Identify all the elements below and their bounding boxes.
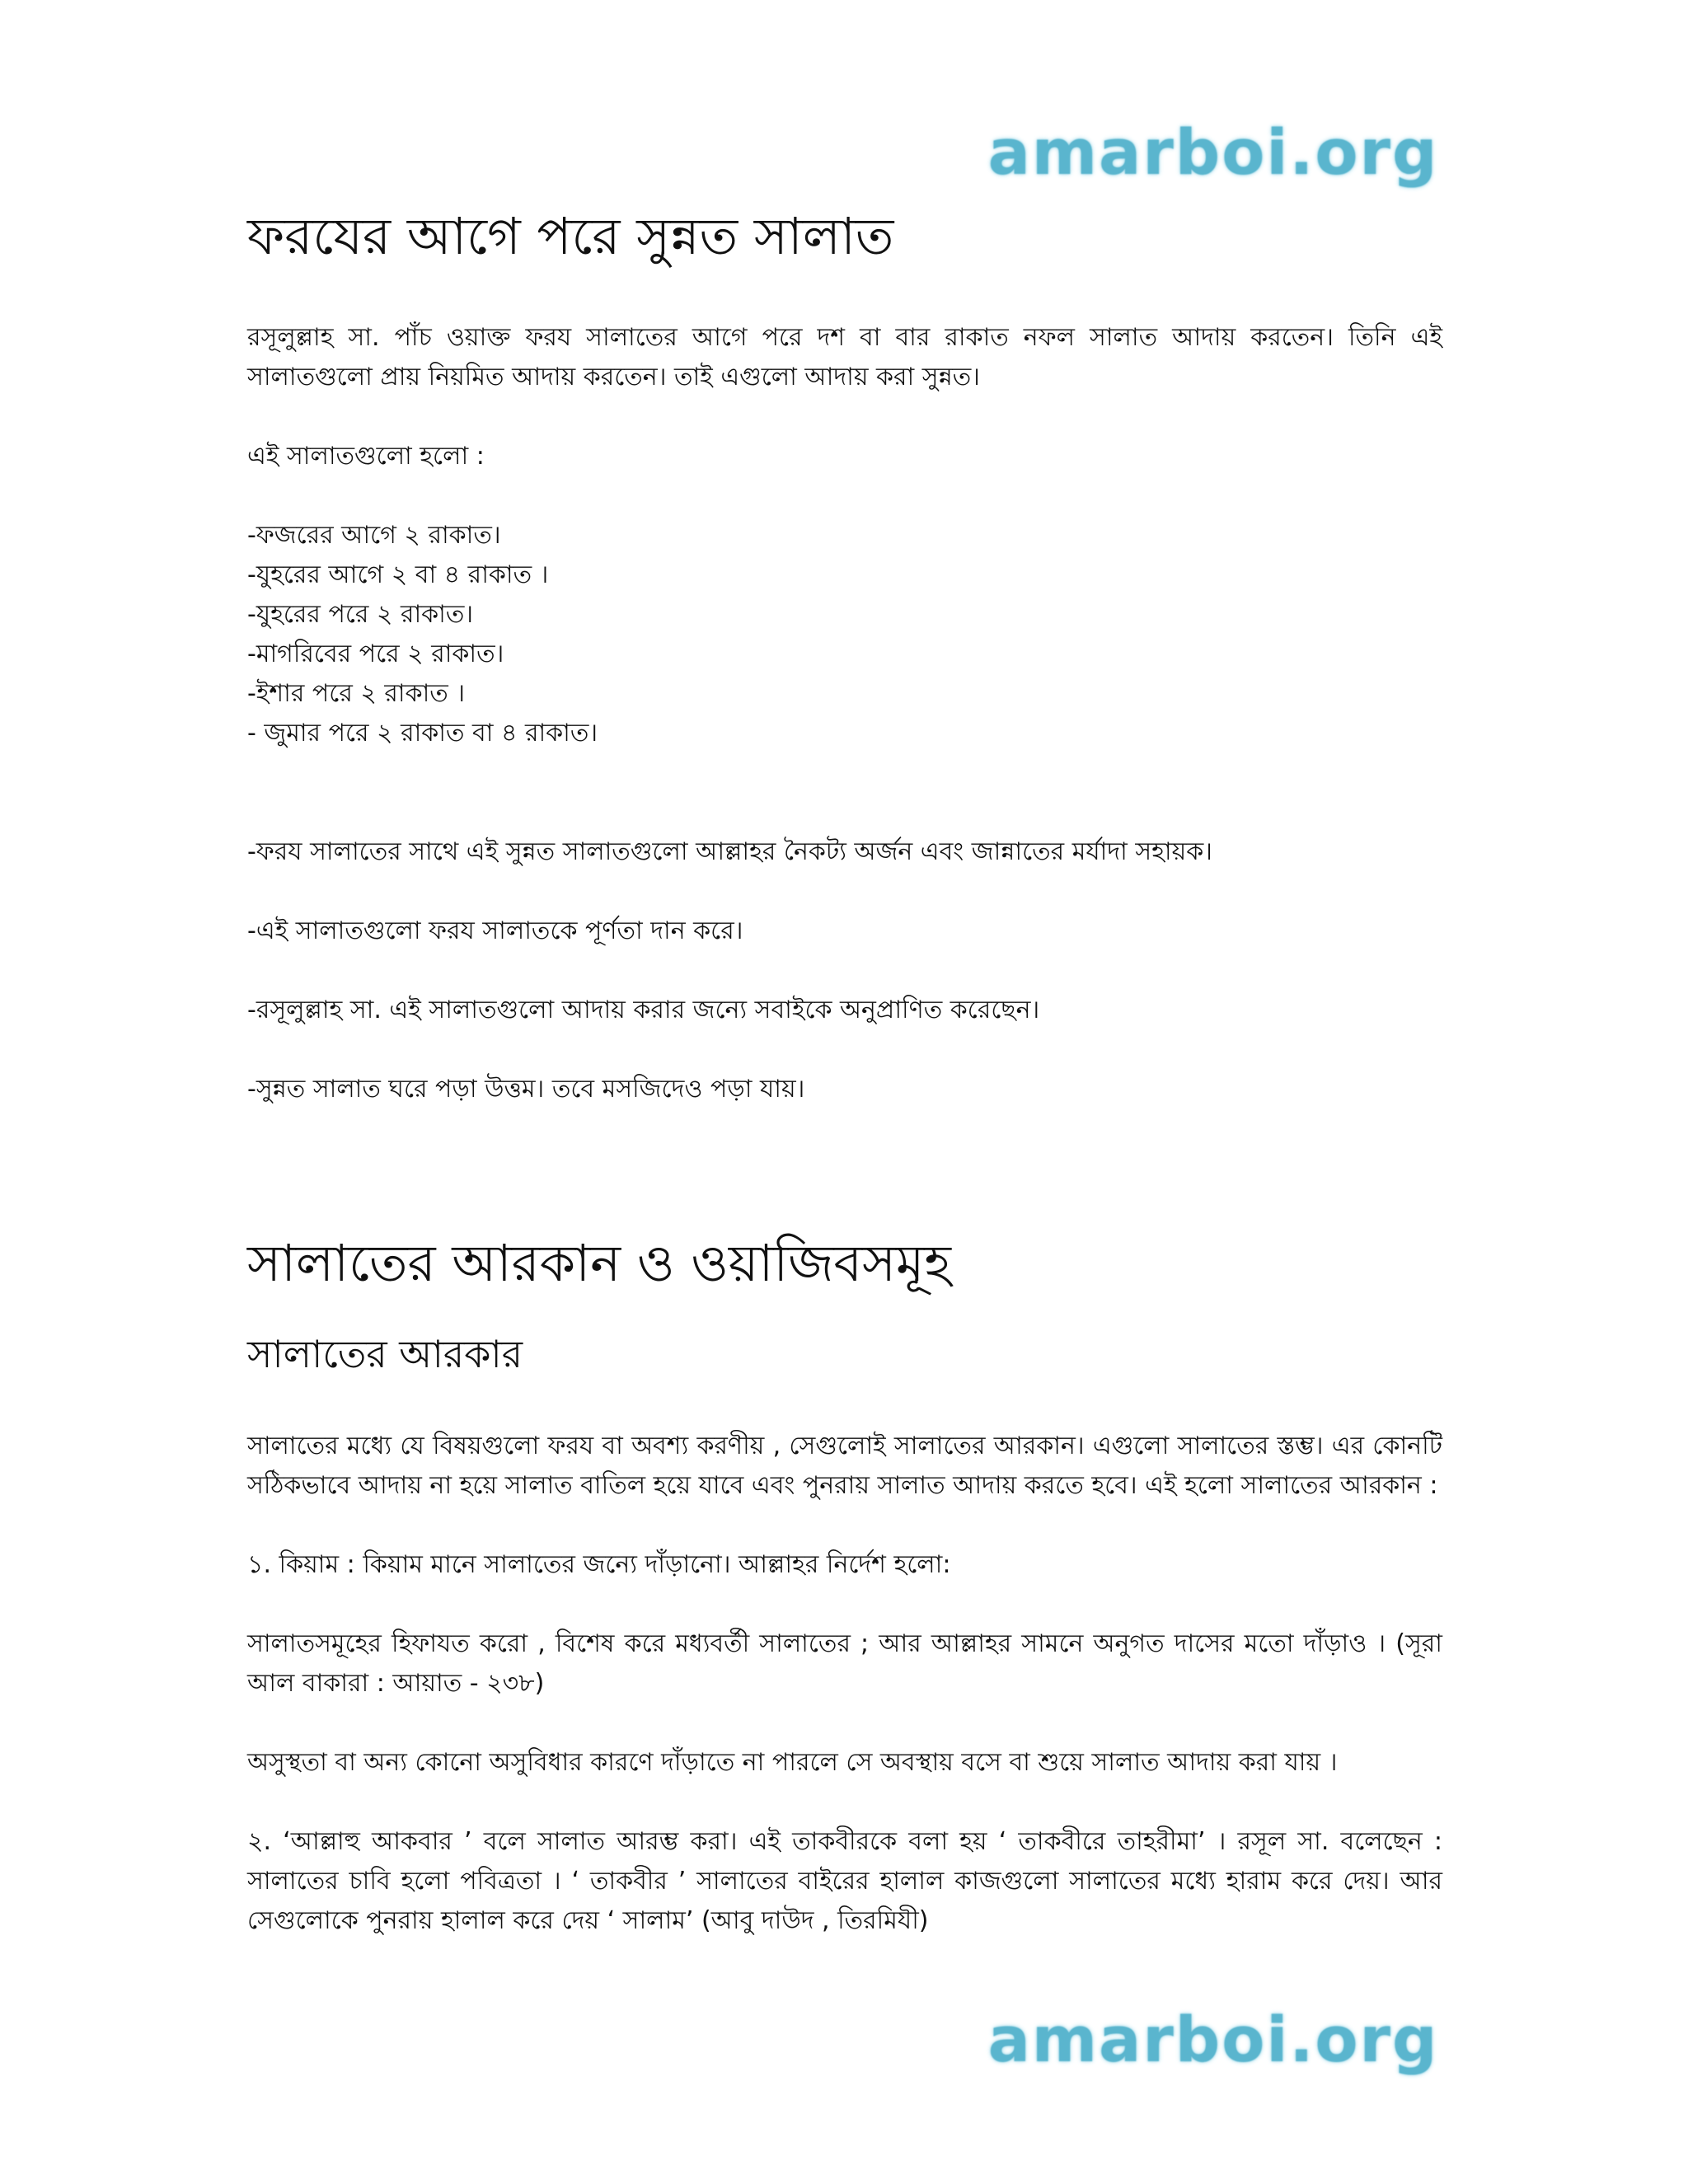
section1-title: ফরযের আগে পরে সুন্নত সালাত [247, 206, 894, 266]
note-paragraph: -এই সালাতগুলো ফরয সালাতকে পূর্ণতা দান করে। [247, 916, 743, 946]
body-paragraph: সালাতসমূহের হিফাযত করো , বিশেষ করে মধ্যবর্তী সালাতের ; আর আল্লাহর সামনে অনুগত দাসের মতো দাঁড়াও । (সূরা আল বাকারা : আয়াত - ২৩৮) [247, 1629, 1442, 1698]
page-content [247, 206, 1442, 1941]
watermark-logo-top: amarboi.org [987, 115, 1439, 189]
sunnah-list [247, 516, 1442, 753]
list-item: -যুহরের পরে ২ রাকাত। [247, 600, 474, 630]
watermark-logo-bottom: amarboi.org [987, 2003, 1439, 2076]
list-item: -যুহরের আগে ২ বা ৪ রাকাত । [247, 560, 549, 590]
list-item: - জুমার পরে ২ রাকাত বা ৪ রাকাত। [247, 719, 598, 748]
note-paragraph: -ফরয সালাতের সাথে এই সুন্নত সালাতগুলো আল্লাহর নৈকট্য অর্জন এবং জান্নাতের মর্যাদা সহায়ক। [247, 837, 1213, 867]
list-item: -ইশার পরে ২ রাকাত । [247, 679, 466, 709]
list-heading: এই সালাতগুলো হলো : [247, 442, 485, 471]
list-item: -মাগরিবের পরে ২ রাকাত। [247, 640, 504, 669]
body-paragraph: সালাতের মধ্যে যে বিষয়গুলো ফরয বা অবশ্য করণীয় , সেগুলোই সালাতের আরকান। এগুলো সালাতের স্তম্ভ। এর কোনটি সঠিকভাবে আদায় না হয়ে সালাত বাতিল হয়ে যাবে এবং পুনরায় সালাত আদায় করতে হবে। এই হলো সালাতের আরকান : [247, 1431, 1442, 1500]
body-paragraph: ২. ‘আল্লাহু আকবার ’ বলে সালাত আরম্ভ করা। এই তাকবীরকে বলা হয় ‘ তাকবীরে তাহরীমা’ । রসূল সা. বলেছেন : সালাতের চাবি হলো পবিত্রতা । ‘ তাকবীর ’ সালাতের বাইরের হালাল কাজগুলো সালাতের মধ্যে হারাম করে দেয়। আর সেগুলোকে পুনরায় হালাল করে দেয় ‘ সালাম’ (আবু দাউদ , তিরমিযী) [247, 1826, 1442, 1935]
list-item: -ফজরের আগে ২ রাকাত। [247, 521, 501, 551]
body-paragraph: ১. কিয়াম : কিয়াম মানে সালাতের জন্যে দাঁড়ানো। আল্লাহর নির্দেশ হলো: [247, 1549, 951, 1579]
section2-subtitle: সালাতের আরকার [247, 1331, 523, 1376]
note-paragraph: -সুন্নত সালাত ঘরে পড়া উত্তম। তবে মসজিদেও পড়া যায়। [247, 1075, 805, 1104]
body-paragraph: অসুস্থতা বা অন্য কোনো অসুবিধার কারণে দাঁড়াতে না পারলে সে অবস্থায় বসে বা শুয়ে সালাত আদায় করা যায় । [247, 1747, 1338, 1777]
section1-intro: রসূলুল্লাহ সা. পাঁচ ওয়াক্ত ফরয সালাতের আগে পরে দশ বা বার রাকাত নফল সালাত আদায় করতেন। তিনি এই সালাতগুলো প্রায় নিয়মিত আদায় করতেন। তাই এগুলো আদায় করা সুন্নত। [247, 323, 1442, 392]
section2-title: সালাতের আরকান ও ওয়াজিবসমূহ [247, 1233, 951, 1294]
note-paragraph: -রসূলুল্লাহ সা. এই সালাতগুলো আদায় করার জন্যে সবাইকে অনুপ্রাণিত করেছেন। [247, 996, 1040, 1025]
